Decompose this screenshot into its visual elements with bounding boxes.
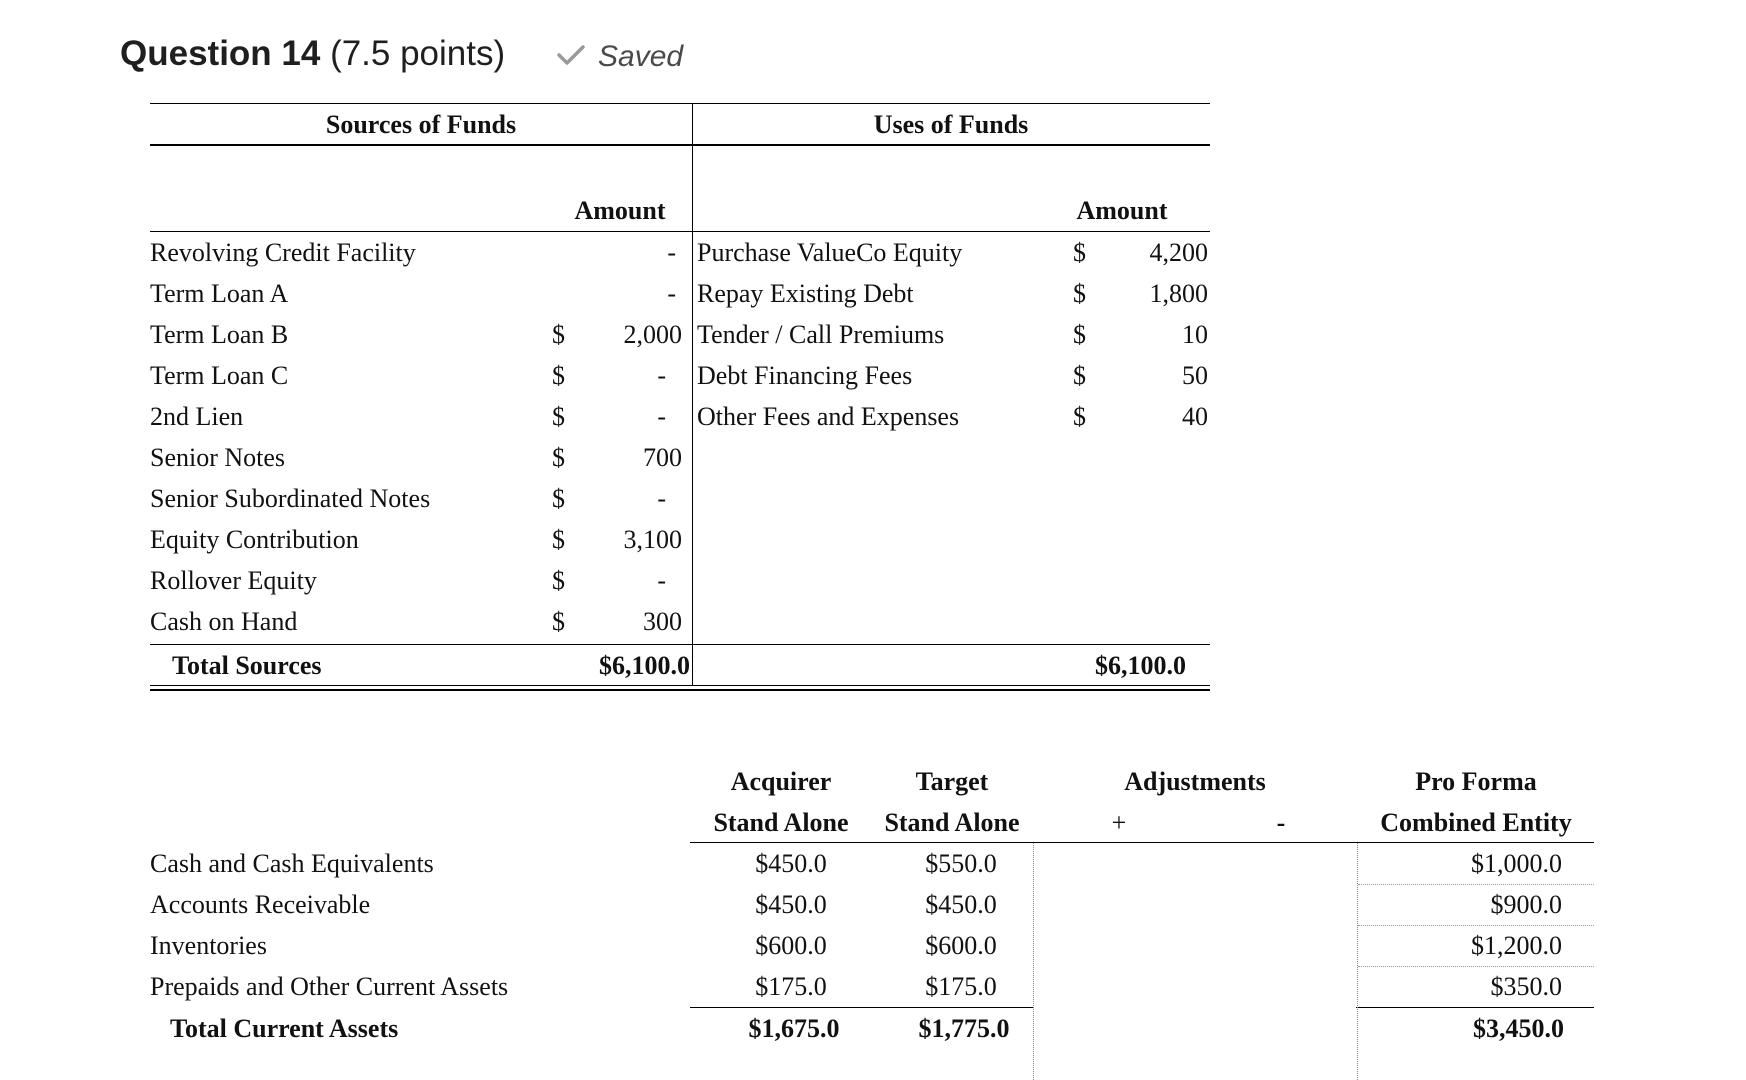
use-currency: $ <box>1073 320 1086 349</box>
use-currency: $ <box>1073 402 1086 431</box>
proforma-value: $350.0 <box>1490 972 1562 1001</box>
total-target-value: $1,775.0 <box>918 1014 1010 1043</box>
balance-row-label: Inventories <box>150 931 267 960</box>
use-amount: 50 <box>1182 361 1208 390</box>
use-currency: $ <box>1073 279 1086 308</box>
source-label: Cash on Hand <box>150 607 298 636</box>
use-label: Debt Financing Fees <box>697 361 913 390</box>
adjustments-plus-header: + <box>1111 808 1127 837</box>
source-currency: $ <box>552 361 565 390</box>
saved-status <box>556 40 683 74</box>
use-label: Purchase ValueCo Equity <box>697 238 963 267</box>
source-amount: - <box>657 402 666 431</box>
target-header-line1: Target <box>915 767 989 796</box>
balance-row-label: Accounts Receivable <box>150 890 371 919</box>
source-amount: - <box>667 238 676 267</box>
acquirer-value: $175.0 <box>755 972 827 1001</box>
total-current-assets-label: Total Current Assets <box>170 1014 399 1043</box>
source-amount: - <box>667 279 676 308</box>
source-label: Term Loan C <box>150 361 289 390</box>
proforma-value: $1,000.0 <box>1471 849 1562 878</box>
use-amount: 1,800 <box>1149 279 1208 308</box>
source-amount: - <box>657 566 666 595</box>
use-amount: 10 <box>1182 320 1208 349</box>
acquirer-value: $450.0 <box>755 849 827 878</box>
source-label: 2nd Lien <box>150 402 244 431</box>
target-value: $450.0 <box>925 890 997 919</box>
sources-header: Sources of Funds <box>325 110 517 139</box>
source-amount: 700 <box>643 443 682 472</box>
source-currency: $ <box>552 402 565 431</box>
use-label: Other Fees and Expenses <box>697 402 960 431</box>
saved-label: Saved <box>598 40 684 73</box>
use-currency: $ <box>1073 238 1086 267</box>
acquirer-value: $600.0 <box>755 931 827 960</box>
proforma-header-line1: Pro Forma <box>1415 767 1537 796</box>
checkmark-icon <box>556 43 586 72</box>
balance-row-label: Prepaids and Other Current Assets <box>150 972 509 1001</box>
proforma-header-line2: Combined Entity <box>1380 808 1572 837</box>
double-rule-2 <box>150 689 1210 691</box>
use-currency: $ <box>1073 361 1086 390</box>
total-uses-value: $6,100.0 <box>1095 651 1186 680</box>
source-currency: $ <box>552 484 565 513</box>
source-amount: - <box>657 361 666 390</box>
source-label: Senior Subordinated Notes <box>150 484 431 513</box>
source-currency: $ <box>552 607 565 636</box>
adjustments-right-border <box>1357 843 1358 1080</box>
source-currency: $ <box>552 525 565 554</box>
total-proforma-value: $3,450.0 <box>1473 1014 1564 1043</box>
adjustments-header: Adjustments <box>1124 767 1266 796</box>
source-label: Revolving Credit Facility <box>150 238 416 267</box>
total-sources-value: $6,100.0 <box>599 651 690 680</box>
uses-amount-header: Amount <box>1076 196 1168 225</box>
target-value: $175.0 <box>925 972 997 1001</box>
source-label: Rollover Equity <box>150 566 317 595</box>
question-points: (7.5 points) <box>330 34 506 73</box>
use-label: Tender / Call Premiums <box>697 320 945 349</box>
source-label: Senior Notes <box>150 443 286 472</box>
source-amount: 2,000 <box>623 320 682 349</box>
uses-header: Uses of Funds <box>873 110 1029 139</box>
proforma-value: $1,200.0 <box>1471 931 1562 960</box>
header-rule <box>150 144 1210 146</box>
adjustments-minus-header: - <box>1276 808 1286 837</box>
acquirer-header-line1: Acquirer <box>730 767 832 796</box>
source-label: Term Loan A <box>150 279 289 308</box>
proforma-value: $900.0 <box>1490 890 1562 919</box>
source-amount: 300 <box>643 607 682 636</box>
target-header-line2: Stand Alone <box>884 808 1020 837</box>
use-amount: 40 <box>1182 402 1208 431</box>
use-label: Repay Existing Debt <box>697 279 914 308</box>
acquirer-header-line2: Stand Alone <box>713 808 849 837</box>
target-value: $550.0 <box>925 849 997 878</box>
question-header <box>120 34 505 74</box>
source-currency: $ <box>552 566 565 595</box>
total-sources-label: Total Sources <box>172 651 322 680</box>
table-top-rule <box>150 103 1210 104</box>
balance-row-label: Cash and Cash Equivalents <box>150 849 434 878</box>
question-number: Question 14 <box>120 34 321 73</box>
source-amount: 3,100 <box>623 525 682 554</box>
column-divider <box>692 103 693 686</box>
use-amount: 4,200 <box>1149 238 1208 267</box>
source-amount: - <box>657 484 666 513</box>
source-currency: $ <box>552 443 565 472</box>
total-acquirer-value: $1,675.0 <box>748 1014 840 1043</box>
source-currency: $ <box>552 320 565 349</box>
target-value: $600.0 <box>925 931 997 960</box>
source-label: Equity Contribution <box>150 525 359 554</box>
sources-amount-header: Amount <box>574 196 666 225</box>
source-label: Term Loan B <box>150 320 289 349</box>
acquirer-value: $450.0 <box>755 890 827 919</box>
